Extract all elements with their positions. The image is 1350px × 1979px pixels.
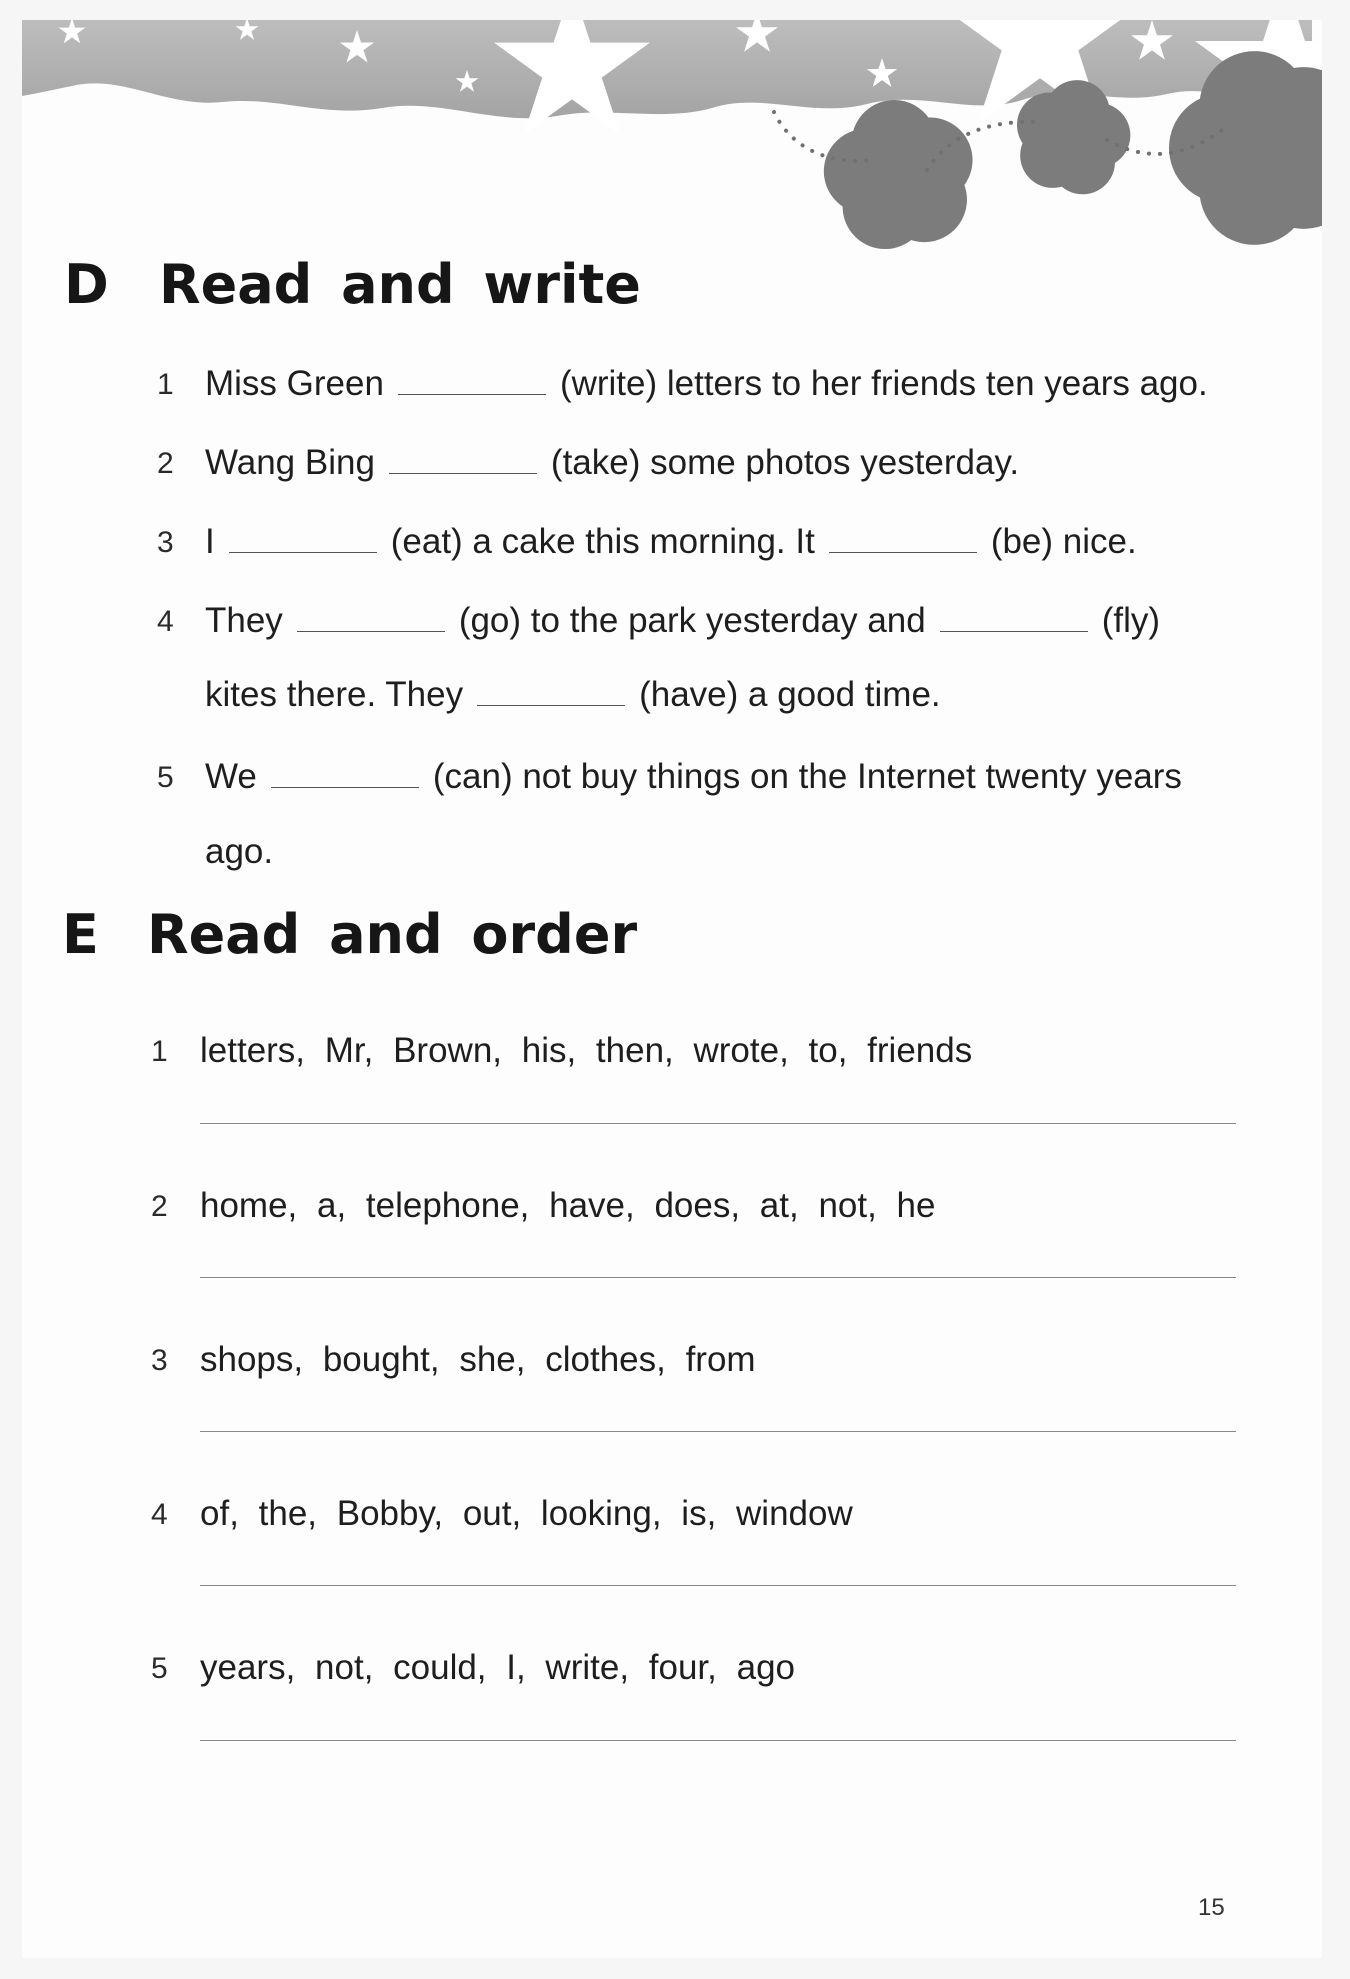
answer-line[interactable] xyxy=(200,1431,1236,1432)
exercise-line-continued: kites there. They (have) a good time. xyxy=(205,675,941,714)
answer-blank[interactable] xyxy=(398,390,546,395)
star-outline-icon xyxy=(862,137,936,209)
exercise-line: They (go) to the park yesterday and (fly) xyxy=(205,601,1161,640)
item-number: 5 xyxy=(151,1652,168,1685)
answer-blank[interactable] xyxy=(940,627,1088,632)
word-list: shops, bought, she, clothes, from xyxy=(200,1340,756,1379)
answer-line[interactable] xyxy=(200,1123,1236,1124)
item-number: 4 xyxy=(157,605,174,638)
item-number: 1 xyxy=(157,368,174,401)
section-letter: E xyxy=(62,903,99,966)
exercise-line: Wang Bing (take) some photos yesterday. xyxy=(205,443,1020,482)
answer-line[interactable] xyxy=(200,1585,1236,1586)
word-list: letters, Mr, Brown, his, then, wrote, to, friends xyxy=(200,1031,973,1070)
banner-wave xyxy=(22,20,1312,118)
answer-blank[interactable] xyxy=(389,469,537,474)
section-title: Read and order xyxy=(147,903,638,966)
exercise-line: Miss Green (write) letters to her friends ten years ago. xyxy=(205,364,1208,403)
exercise-line-continued: ago. xyxy=(205,832,274,871)
item-number: 3 xyxy=(157,526,174,559)
item-number: 1 xyxy=(151,1035,168,1068)
item-number: 2 xyxy=(157,447,174,480)
item-number: 3 xyxy=(151,1344,168,1377)
answer-blank[interactable] xyxy=(229,548,377,553)
star-outline-icon xyxy=(559,54,586,79)
worksheet-page xyxy=(22,20,1322,1958)
word-list: home, a, telephone, have, does, at, not, he xyxy=(200,1186,936,1225)
exercise-line: We (can) not buy things on the Internet twenty years xyxy=(205,757,1182,796)
word-list: of, the, Bobby, out, looking, is, window xyxy=(200,1494,853,1533)
answer-blank[interactable] xyxy=(297,627,445,632)
item-number: 4 xyxy=(151,1498,168,1531)
star-banner xyxy=(22,20,1322,250)
answer-blank[interactable] xyxy=(477,701,625,706)
answer-line[interactable] xyxy=(200,1277,1236,1278)
word-list: years, not, could, I, write, four, ago xyxy=(200,1648,795,1687)
exercise-line: I (eat) a cake this morning. It (be) nice. xyxy=(205,522,1137,561)
section-title: Read and write xyxy=(159,253,641,316)
section-letter: D xyxy=(64,253,109,316)
page-number: 15 xyxy=(1198,1894,1225,1921)
item-number: 2 xyxy=(151,1190,168,1223)
answer-blank[interactable] xyxy=(829,548,977,553)
item-number: 5 xyxy=(157,761,174,794)
answer-blank[interactable] xyxy=(271,783,419,788)
answer-line[interactable] xyxy=(200,1740,1236,1741)
star-outline-icon xyxy=(1023,20,1057,53)
star-outline-icon xyxy=(1043,107,1101,163)
star-outline-icon xyxy=(1215,93,1319,195)
